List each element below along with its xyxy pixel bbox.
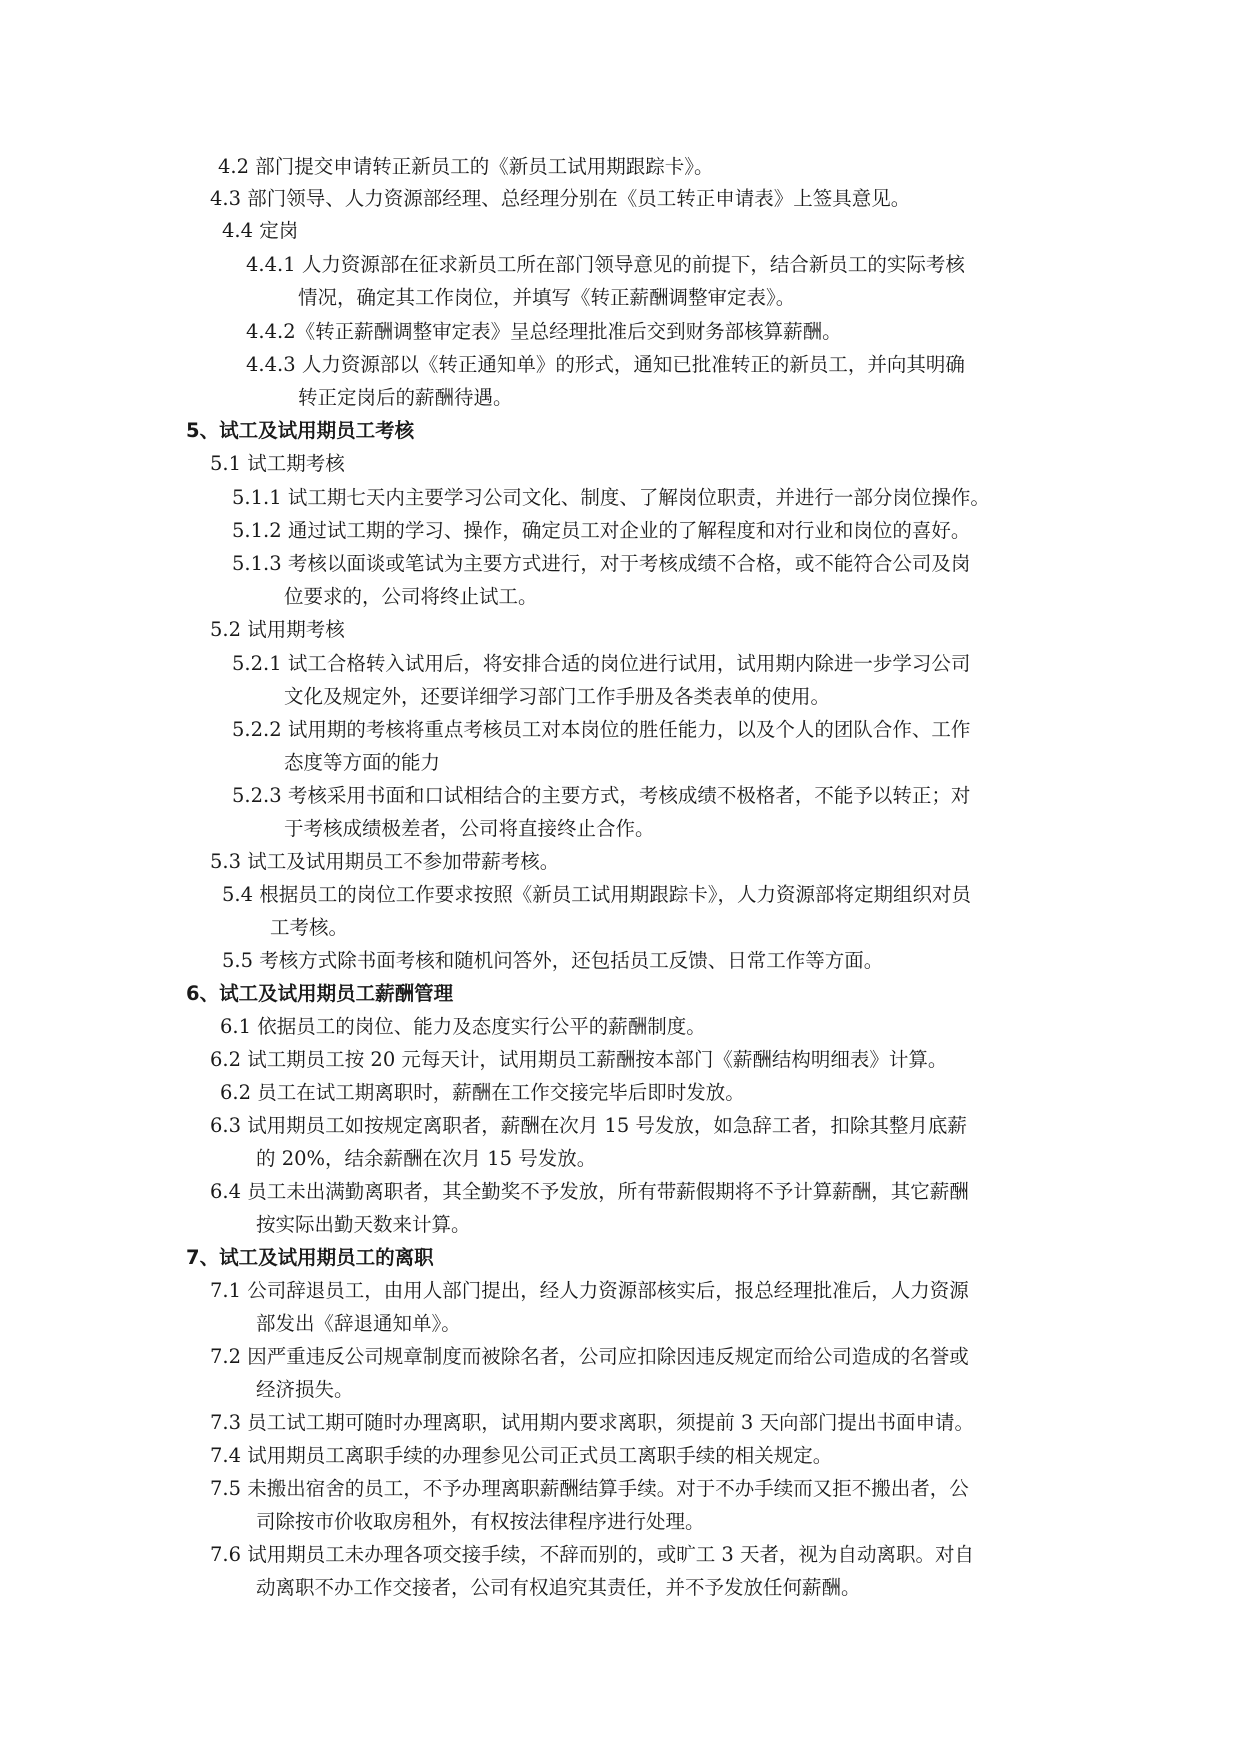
clause-7-1-line1: 7.1 公司辞退员工，由用人部门提出，经人力资源部核实后，报总经理批准后，人力资源	[210, 1279, 969, 1302]
clause-7-3: 7.3 员工试工期可随时办理离职，试用期内要求离职，须提前 3 天向部门提出书面申请。	[210, 1411, 975, 1434]
clause-4-2: 4.2 部门提交申请转正新员工的《新员工试用期跟踪卡》。	[218, 155, 714, 178]
clause-7-6-line2: 动离职不办工作交接者，公司有权追究其责任，并不予发放任何薪酬。	[256, 1576, 861, 1599]
clause-4-4-3-line1: 4.4.3 人力资源部以《转正通知单》的形式，通知已批准转正的新员工，并向其明确	[246, 353, 965, 376]
clause-5-2-3-line2: 于考核成绩极差者，公司将直接终止合作。	[284, 817, 655, 840]
clause-5-5: 5.5 考核方式除书面考核和随机问答外，还包括员工反馈、日常工作等方面。	[222, 949, 884, 972]
clause-5-2-3-line1: 5.2.3 考核采用书面和口试相结合的主要方式，考核成绩不极格者，不能予以转正；对	[232, 784, 971, 807]
clause-6-2-b: 6.2 员工在试工期离职时，薪酬在工作交接完毕后即时发放。	[220, 1081, 745, 1104]
clause-5-3: 5.3 试工及试用期员工不参加带薪考核。	[210, 850, 560, 873]
section-6-heading: 6、试工及试用期员工薪酬管理	[186, 982, 454, 1005]
clause-5-1-3-line1: 5.1.3 考核以面谈或笔试为主要方式进行，对于考核成绩不合格，或不能符合公司及岗	[232, 552, 971, 575]
clause-7-6-line1: 7.6 试用期员工未办理各项交接手续，不辞而别的，或旷工 3 天者，视为自动离职。对自	[210, 1543, 975, 1566]
clause-6-4-line2: 按实际出勤天数来计算。	[256, 1213, 471, 1236]
clause-6-3-line2: 的 20%，结余薪酬在次月 15 号发放。	[256, 1147, 597, 1170]
clause-5-2-2-line2: 态度等方面的能力	[284, 751, 441, 774]
clause-7-5-line2: 司除按市价收取房租外，有权按法律程序进行处理。	[256, 1510, 705, 1533]
clause-7-5-line1: 7.5 未搬出宿舍的员工，不予办理离职薪酬结算手续。对于不办手续而又拒不搬出者，公	[210, 1477, 969, 1500]
clause-7-1-line2: 部发出《辞退通知单》。	[256, 1312, 461, 1335]
clause-4-4-2: 4.4.2《转正薪酬调整审定表》呈总经理批准后交到财务部核算薪酬。	[246, 320, 842, 343]
clause-6-2: 6.2 试工期员工按 20 元每天计，试用期员工薪酬按本部门《薪酬结构明细表》计算。	[210, 1048, 948, 1071]
clause-5-1-2: 5.1.2 通过试工期的学习、操作，确定员工对企业的了解程度和对行业和岗位的喜好。	[232, 519, 971, 542]
clause-5-2-1-line1: 5.2.1 试工合格转入试用后，将安排合适的岗位进行试用，试用期内除进一步学习公司	[232, 652, 971, 675]
clause-4-4-1-line1: 4.4.1 人力资源部在征求新员工所在部门领导意见的前提下，结合新员工的实际考核	[246, 253, 965, 276]
clause-5-4-line1: 5.4 根据员工的岗位工作要求按照《新员工试用期跟踪卡》，人力资源部将定期组织对员	[222, 883, 971, 906]
section-7-heading: 7、试工及试用期员工的离职	[186, 1246, 434, 1269]
clause-6-1: 6.1 依据员工的岗位、能力及态度实行公平的薪酬制度。	[220, 1015, 706, 1038]
clause-5-4-line2: 工考核。	[270, 916, 349, 939]
clause-7-2-line2: 经济损失。	[256, 1378, 354, 1401]
clause-5-2-1-line2: 文化及规定外，还要详细学习部门工作手册及各类表单的使用。	[284, 685, 831, 708]
clause-5-1: 5.1 试工期考核	[210, 452, 345, 475]
clause-6-4-line1: 6.4 员工未出满勤离职者，其全勤奖不予发放，所有带薪假期将不予计算薪酬，其它薪酬	[210, 1180, 969, 1203]
clause-5-2-2-line1: 5.2.2 试用期的考核将重点考核员工对本岗位的胜任能力，以及个人的团队合作、工作	[232, 718, 971, 741]
clause-5-1-1: 5.1.1 试工期七天内主要学习公司文化、制度、了解岗位职责，并进行一部分岗位操作。	[232, 486, 990, 509]
clause-5-2: 5.2 试用期考核	[210, 618, 345, 641]
clause-4-4: 4.4 定岗	[222, 219, 299, 242]
clause-7-4: 7.4 试用期员工离职手续的办理参见公司正式员工离职手续的相关规定。	[210, 1444, 833, 1467]
clause-7-2-line1: 7.2 因严重违反公司规章制度而被除名者，公司应扣除因违反规定而给公司造成的名誉或	[210, 1345, 969, 1368]
clause-5-1-3-line2: 位要求的，公司将终止试工。	[284, 585, 538, 608]
clause-4-4-1-line2: 情况，确定其工作岗位，并填写《转正薪酬调整审定表》。	[298, 286, 796, 309]
clause-4-3: 4.3 部门领导、人力资源部经理、总经理分别在《员工转正申请表》上签具意见。	[210, 187, 911, 210]
clause-4-4-3-line2: 转正定岗后的薪酬待遇。	[298, 386, 513, 409]
section-5-heading: 5、试工及试用期员工考核	[186, 419, 415, 442]
clause-6-3-line1: 6.3 试用期员工如按规定离职者，薪酬在次月 15 号发放，如急辞工者，扣除其整月底薪	[210, 1114, 967, 1137]
